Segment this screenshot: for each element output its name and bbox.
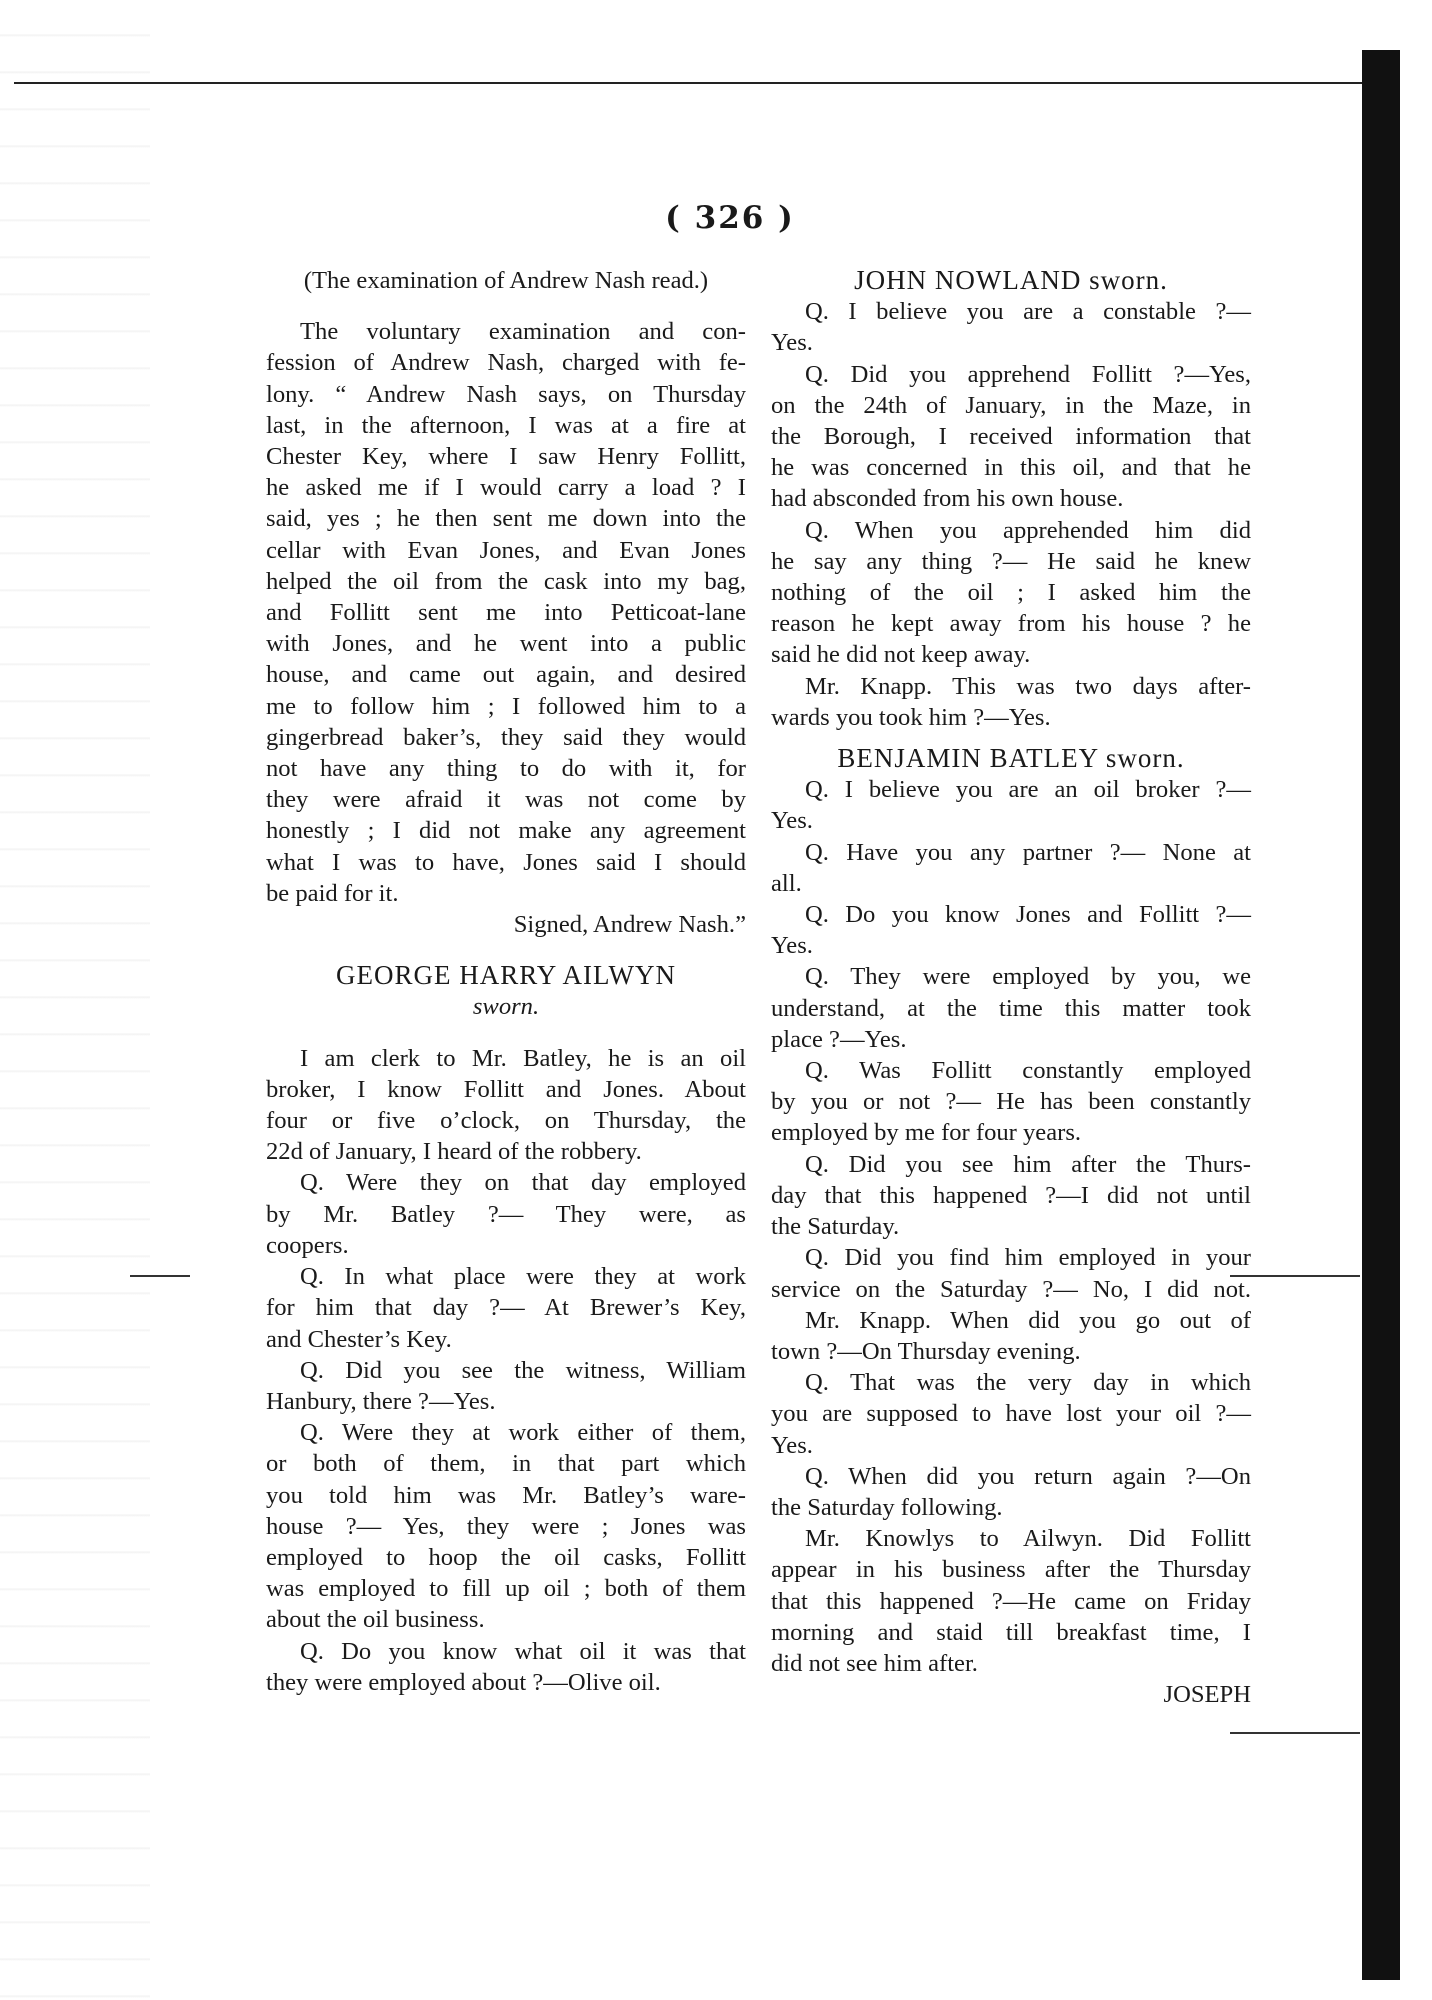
text-line: Q. Have you any partner ?— None at — [805, 838, 1251, 866]
text-line: not have any thing to do with it, for — [266, 755, 746, 783]
text-line: Yes. — [771, 807, 813, 835]
text-line: Q. Did you see the witness, William — [300, 1356, 746, 1384]
text-line: Hanbury, there ?—Yes. — [266, 1387, 496, 1415]
text-line: sworn. — [472, 993, 540, 1021]
text-line: all. — [771, 869, 802, 897]
text-line: JOSEPH — [1163, 1681, 1251, 1709]
text-line: Mr. Knapp. When did you go out of — [805, 1306, 1251, 1334]
text-line: coopers. — [266, 1231, 349, 1259]
text-line: cellar with Evan Jones, and Evan Jones — [266, 536, 746, 564]
text-line: house, and came out again, and desired — [266, 661, 746, 689]
margin-rule-right-lower — [1230, 1732, 1360, 1734]
section-heading: JOHN NOWLAND sworn. — [854, 265, 1168, 295]
text-line: and Follitt sent me into Petticoat-lane — [266, 599, 746, 627]
text-line: that this happened ?—He came on Friday — [771, 1587, 1251, 1615]
text-line: Q. Do you know Jones and Follitt ?— — [805, 901, 1251, 929]
text-line: gingerbread baker’s, they said they would — [266, 723, 746, 751]
text-line: by Mr. Batley ?— They were, as — [266, 1200, 746, 1228]
text-line: honestly ; I did not make any agreement — [266, 817, 746, 845]
text-line: lony. “ Andrew Nash says, on Thursday — [266, 380, 746, 408]
text-line: Q. Was Follitt constantly employed — [805, 1057, 1251, 1085]
text-line: Q. Do you know what oil it was that — [300, 1637, 746, 1665]
text-line: was employed to fill up oil ; both of them — [266, 1575, 746, 1603]
text-line: Q. When did you return again ?—On — [805, 1462, 1251, 1490]
text-line: you told him was Mr. Batley’s ware- — [266, 1481, 746, 1509]
text-line: Yes. — [771, 1431, 813, 1459]
text-line: Q. When you apprehended him did — [805, 516, 1251, 544]
text-line: the Saturday following. — [771, 1493, 1003, 1521]
text-line: service on the Saturday ?— No, I did not. — [771, 1275, 1251, 1303]
text-line: did not see him after. — [771, 1649, 978, 1677]
text-line: last, in the afternoon, I was at a fire at — [266, 411, 746, 439]
page-number: ( 326 ) — [665, 200, 795, 236]
text-line: they were employed about ?—Olive oil. — [266, 1668, 661, 1696]
left-column — [266, 265, 746, 1698]
text-line: morning and staid till breakfast time, I — [771, 1618, 1251, 1646]
scan-edge-noise — [0, 0, 150, 2000]
text-line: reason he kept away from his house ? he — [771, 610, 1251, 638]
text-line: Q. Were they at work either of them, — [300, 1419, 746, 1447]
text-line: Q. In what place were they at work — [300, 1263, 746, 1291]
text-line: for him that day ?— At Brewer’s Key, — [266, 1294, 746, 1322]
text-line: understand, at the time this matter took — [771, 994, 1251, 1022]
text-line: said, yes ; he then sent me down into the — [266, 505, 746, 533]
paragraph-gap — [266, 1023, 746, 1043]
text-line: 22d of January, I heard of the robbery. — [266, 1138, 642, 1166]
text-line: he say any thing ?— He said he knew — [771, 547, 1251, 575]
text-line: place ?—Yes. — [771, 1025, 907, 1053]
text-line: employed to hoop the oil casks, Follitt — [266, 1543, 746, 1571]
text-line: be paid for it. — [266, 879, 399, 907]
text-line: said he did not keep away. — [771, 641, 1031, 669]
text-line: the Borough, I received information that — [771, 423, 1251, 451]
text-line: employed by me for four years. — [771, 1119, 1082, 1147]
text-line: you are supposed to have lost your oil ?— — [771, 1400, 1251, 1428]
text-line: on the 24th of January, in the Maze, in — [771, 391, 1251, 419]
binding-shadow — [1362, 50, 1400, 1980]
text-line: Q. Did you see him after the Thurs- — [805, 1150, 1251, 1178]
text-line: what I was to have, Jones said I should — [266, 848, 746, 876]
text-line: wards you took him ?—Yes. — [771, 703, 1051, 731]
section-heading: GEORGE HARRY AILWYN — [336, 960, 676, 991]
text-line: Yes. — [771, 329, 813, 357]
text-line: Signed, Andrew Nash.” — [513, 911, 746, 939]
paragraph-gap — [771, 733, 1251, 743]
text-line: appear in his business after the Thursday — [771, 1556, 1251, 1584]
text-line: Q. Did you apprehend Follitt ?—Yes, — [805, 360, 1251, 388]
text-line: Mr. Knapp. This was two days after- — [805, 672, 1251, 700]
text-line: Q. Did you find him employed in your — [805, 1244, 1251, 1272]
text-line: about the oil business. — [266, 1606, 485, 1634]
margin-rule-left — [130, 1275, 190, 1277]
text-line: helped the oil from the cask into my bag, — [266, 567, 746, 595]
text-line: he asked me if I would carry a load ? I — [266, 474, 746, 502]
text-line: broker, I know Follitt and Jones. About — [266, 1075, 746, 1103]
text-line: Mr. Knowlys to Ailwyn. Did Follitt — [805, 1525, 1251, 1553]
text-line: the Saturday. — [771, 1213, 900, 1241]
text-line: and Chester’s Key. — [266, 1325, 452, 1353]
text-line: I am clerk to Mr. Batley, he is an oil — [300, 1044, 746, 1072]
text-line: day that this happened ?—I did not until — [771, 1181, 1251, 1209]
text-line: Q. I believe you are a constable ?— — [805, 298, 1251, 326]
text-line: had absconded from his own house. — [771, 485, 1124, 513]
text-line: with Jones, and he went into a public — [266, 630, 746, 658]
text-line: Q. That was the very day in which — [805, 1369, 1251, 1397]
text-line: nothing of the oil ; I asked him the — [771, 579, 1251, 607]
text-line: The voluntary examination and con- — [300, 318, 746, 346]
text-line: Chester Key, where I saw Henry Follitt, — [266, 443, 746, 471]
text-line: by you or not ?— He has been constantly — [771, 1088, 1251, 1116]
text-line: me to follow him ; I followed him to a — [266, 692, 746, 720]
text-line: Q. Were they on that day employed — [300, 1169, 746, 1197]
text-line: he was concerned in this oil, and that he — [771, 454, 1251, 482]
section-heading: BENJAMIN BATLEY sworn. — [837, 743, 1185, 774]
right-column — [771, 265, 1251, 1710]
text-line: Q. I believe you are an oil broker ?— — [805, 776, 1251, 804]
paragraph-gap — [266, 940, 746, 960]
paragraph-gap — [266, 296, 746, 316]
top-rule — [14, 82, 1364, 84]
text-line: town ?—On Thursday evening. — [771, 1337, 1081, 1365]
text-line: house ?— Yes, they were ; Jones was — [266, 1512, 746, 1540]
text-line: they were afraid it was not come by — [266, 786, 746, 814]
text-line: (The examination of Andrew Nash read.) — [303, 267, 709, 294]
text-line: Yes. — [771, 932, 813, 960]
text-line: fession of Andrew Nash, charged with fe- — [266, 349, 746, 377]
text-line: Q. They were employed by you, we — [805, 963, 1251, 991]
text-line: or both of them, in that part which — [266, 1450, 746, 1478]
text-line: four or five o’clock, on Thursday, the — [266, 1107, 746, 1135]
